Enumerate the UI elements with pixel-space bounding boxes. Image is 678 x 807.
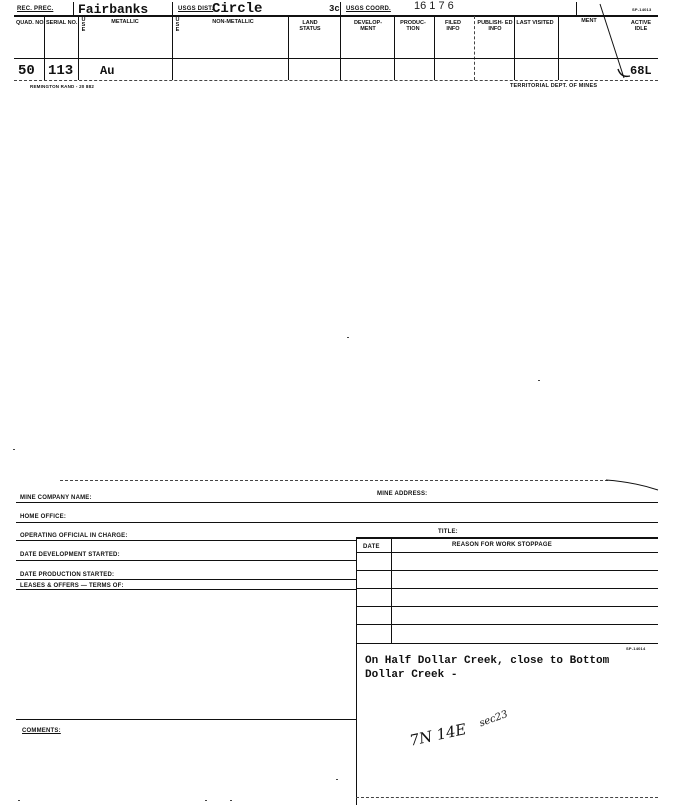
divider xyxy=(576,2,577,15)
scan-speck xyxy=(13,449,15,450)
scan-speck xyxy=(336,779,338,780)
divider xyxy=(44,16,45,80)
divider xyxy=(78,16,79,80)
row-rule xyxy=(16,502,658,503)
divider xyxy=(73,2,74,15)
col-development: DEVELOP- MENT xyxy=(353,20,383,32)
row-rule xyxy=(356,537,658,539)
leases-label: LEASES & OFFERS — TERMS OF: xyxy=(20,583,124,589)
row-rule xyxy=(356,588,658,589)
scan-speck xyxy=(18,800,20,801)
form-code-bottom: SP-14014 xyxy=(626,646,646,651)
divider xyxy=(288,16,289,80)
row-rule xyxy=(16,719,356,720)
usgs-dist-label: USGS DIST. xyxy=(178,6,214,12)
header-rule xyxy=(14,15,658,17)
col-use-metallic: U S E xyxy=(81,17,86,33)
row-rule xyxy=(16,560,356,561)
divider xyxy=(172,2,173,15)
card-bottom-rule xyxy=(14,80,658,81)
row-rule xyxy=(16,540,356,541)
column-header-rule xyxy=(14,58,658,59)
card-bottom-edge xyxy=(356,797,658,798)
col-land-status: LAND STATUS xyxy=(299,20,321,32)
col-active-idle: ACTIVE IDLE xyxy=(630,20,652,32)
location-note-line2: Dollar Creek - xyxy=(365,669,458,681)
col-quad-no: QUAD. NO. xyxy=(16,20,46,26)
printer-imprint: REMINGTON RAND - 20 882 xyxy=(30,84,95,89)
date-production-label: DATE PRODUCTION STARTED: xyxy=(20,572,115,578)
col-metallic: METALLIC xyxy=(111,19,139,25)
divider xyxy=(340,16,341,80)
divider xyxy=(340,2,341,15)
divider xyxy=(172,16,173,80)
check-mark xyxy=(617,63,631,79)
divider xyxy=(356,537,357,805)
col-non-metallic: NON-METALLIC xyxy=(212,19,254,25)
usgs-dist-small: 3c xyxy=(329,4,340,14)
metallic-value: Au xyxy=(100,64,115,78)
handwritten-section: sec23 xyxy=(478,708,510,730)
col-use-nonmetallic: U S E xyxy=(175,17,180,33)
row-rule xyxy=(356,552,658,553)
scan-speck xyxy=(538,380,540,381)
serial-no-value: 113 xyxy=(48,63,74,79)
row-rule xyxy=(356,606,658,607)
usgs-dist-value: Circle xyxy=(212,1,263,17)
handwritten-township: 7N 14E xyxy=(408,720,468,750)
row-rule xyxy=(16,589,356,590)
divider xyxy=(474,16,475,80)
row-rule xyxy=(16,522,658,523)
row-rule xyxy=(356,570,658,571)
col-ment: MENT xyxy=(581,18,597,24)
quad-no-value: 50 xyxy=(18,63,35,79)
form-code-top: SP-14013 xyxy=(632,7,652,12)
reason-column-label: REASON FOR WORK STOPPAGE xyxy=(452,542,552,548)
rec-prec-label: REC. PREC. xyxy=(17,6,54,12)
divider xyxy=(434,16,435,80)
operating-official-label: OPERATING OFFICIAL IN CHARGE: xyxy=(20,533,128,539)
row-rule xyxy=(356,624,658,625)
col-last-visited: LAST VISITED xyxy=(516,20,554,26)
scan-speck xyxy=(230,800,232,801)
divider xyxy=(558,16,559,80)
card-corner-curve xyxy=(604,478,660,492)
row-rule xyxy=(356,643,658,644)
col-production: PRODUC- TION xyxy=(400,20,426,32)
location-note-line1: On Half Dollar Creek, close to Bottom xyxy=(365,655,610,667)
usgs-coord-value: 16 1 7 6 xyxy=(414,0,454,12)
title-label: TITLE: xyxy=(438,529,458,535)
scan-speck xyxy=(347,337,349,338)
rec-prec-value: Fairbanks xyxy=(78,2,149,17)
mine-address-label: MINE ADDRESS: xyxy=(377,491,428,497)
department-name: TERRITORIAL DEPT. OF MINES xyxy=(510,83,598,89)
divider xyxy=(514,16,515,80)
col-published-info: PUBLISH- ED INFO xyxy=(477,20,513,32)
scan-speck xyxy=(205,800,207,801)
col-serial-no: SERIAL NO. xyxy=(46,20,78,26)
row-rule xyxy=(16,579,356,580)
card-top-edge xyxy=(60,480,608,481)
divider xyxy=(391,537,392,643)
active-idle-value: 68L xyxy=(630,64,652,78)
comments-label: COMMENTS: xyxy=(22,728,61,734)
col-filed-info: FILED INFO xyxy=(445,20,461,32)
divider xyxy=(394,16,395,80)
usgs-coord-label: USGS COORD. xyxy=(346,6,391,12)
date-column-label: DATE xyxy=(363,544,380,550)
home-office-label: HOME OFFICE: xyxy=(20,514,67,520)
mine-company-name-label: MINE COMPANY NAME: xyxy=(20,495,92,501)
date-development-label: DATE DEVELOPMENT STARTED: xyxy=(20,552,120,558)
